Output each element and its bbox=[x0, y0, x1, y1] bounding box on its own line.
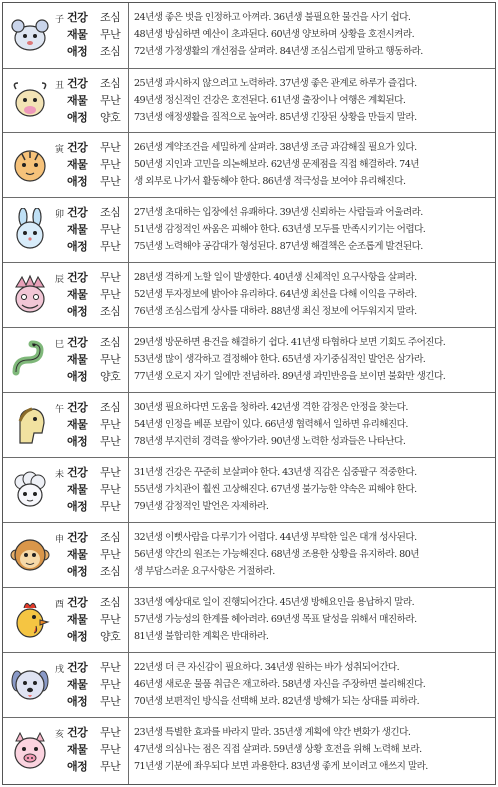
row-header bbox=[3, 718, 129, 784]
love-label: 애정 bbox=[67, 240, 88, 253]
row-header bbox=[3, 653, 129, 717]
zodiac-hanja: 酉 bbox=[55, 600, 65, 610]
fortune-line: 75년생 노력해야 공감대가 형성된다. 87년생 해결책은 순조롭게 발견된다. bbox=[134, 241, 423, 253]
fortune-line: 55년생 가치관이 훨씬 고상해진다. 67년생 불가능한 약속은 피해야 한다. bbox=[134, 484, 417, 496]
wealth-value: 무난 bbox=[100, 743, 121, 756]
health-value: 조심 bbox=[100, 206, 121, 219]
horoscope-row-dog bbox=[3, 653, 495, 718]
fortune-line: 27년생 초대하는 입장에선 유쾌하다. 39년생 신뢰하는 사람들과 어울려라. bbox=[134, 207, 423, 218]
horoscope-row-snake bbox=[3, 328, 495, 393]
love-value: 조심 bbox=[100, 45, 121, 58]
fortune-text bbox=[129, 198, 495, 262]
fortune-line: 73년생 애정생활을 질적으로 높여라. 85년생 긴장된 상황을 만들지 말라. bbox=[134, 112, 417, 124]
love-label: 애정 bbox=[67, 111, 88, 124]
horoscope-row-tiger bbox=[3, 133, 495, 198]
horoscope-row-rat bbox=[3, 3, 495, 69]
wealth-label: 재물 bbox=[67, 223, 88, 236]
zodiac-hanja: 卯 bbox=[55, 210, 65, 220]
health-value: 무난 bbox=[100, 466, 121, 479]
fortune-text bbox=[129, 718, 495, 784]
fortune-line: 56년생 약간의 원조는 가능해진다. 68년생 조용한 상황을 유지하라. 80년 bbox=[134, 549, 419, 561]
wealth-label: 재물 bbox=[67, 288, 88, 301]
fortune-line: 26년생 계약조건을 세밀하게 살펴라. 38년생 조금 과감해질 필요가 있다. bbox=[134, 142, 417, 153]
health-value: 무난 bbox=[100, 141, 121, 154]
horoscope-row-sheep bbox=[3, 458, 495, 523]
dragon-icon bbox=[8, 273, 52, 317]
zodiac-hanja: 子 bbox=[55, 15, 65, 25]
fortune-text bbox=[129, 523, 495, 587]
health-value: 무난 bbox=[100, 726, 121, 739]
horoscope-row-horse bbox=[3, 393, 495, 458]
fortune-line: 50년생 지인과 고민을 의논해보라. 62년생 문제점을 직접 해결하라. 74년 bbox=[134, 159, 419, 171]
wealth-value: 무난 bbox=[100, 158, 121, 171]
horoscope-row-ox bbox=[3, 69, 495, 133]
wealth-label: 재물 bbox=[67, 613, 88, 626]
row-header bbox=[3, 3, 129, 68]
fortune-line: 28년생 격하게 노할 일이 발생한다. 40년생 신체적인 요구사항을 살펴라. bbox=[134, 272, 417, 283]
horse-icon bbox=[8, 403, 52, 447]
row-header bbox=[3, 69, 129, 132]
zodiac-hanja: 丑 bbox=[55, 81, 65, 91]
zodiac-hanja: 未 bbox=[55, 470, 65, 480]
horoscope-row-monkey bbox=[3, 523, 495, 588]
love-label: 애정 bbox=[67, 500, 88, 513]
wealth-label: 재물 bbox=[67, 353, 88, 366]
health-label: 건강 bbox=[67, 466, 88, 479]
love-label: 애정 bbox=[67, 695, 88, 708]
love-value: 무난 bbox=[100, 175, 121, 188]
fortune-line: 77년생 오로지 자기 일에만 전념하라. 89년생 과민반응을 보이면 불화만 생긴다. bbox=[134, 371, 446, 383]
love-value: 무난 bbox=[100, 500, 121, 513]
tiger-icon bbox=[8, 143, 52, 187]
snake-icon bbox=[8, 338, 52, 382]
fortune-line: 70년생 보편적인 방식을 선택해 보라. 82년생 방해가 되는 상대를 피하라. bbox=[134, 696, 420, 708]
wealth-label: 재물 bbox=[67, 418, 88, 431]
health-label: 건강 bbox=[67, 401, 88, 414]
health-label: 건강 bbox=[67, 531, 88, 544]
fortune-line: 76년생 조심스럽게 상사를 대하라. 88년생 최신 정보에 어두워지지 말라. bbox=[134, 306, 417, 318]
wealth-label: 재물 bbox=[67, 483, 88, 496]
health-label: 건강 bbox=[67, 77, 88, 90]
row-header bbox=[3, 458, 129, 522]
health-value: 조심 bbox=[100, 531, 121, 544]
fortune-line: 51년생 감정적인 싸움은 피해야 한다. 63년생 모두를 만족시키기는 어렵다. bbox=[134, 224, 426, 236]
fortune-line: 33년생 예상대로 일이 진행되어간다. 45년생 방해요인을 용납하지 말라. bbox=[134, 597, 415, 608]
wealth-value: 무난 bbox=[100, 678, 121, 691]
sheep-icon bbox=[8, 468, 52, 512]
horoscope-row-pig bbox=[3, 718, 495, 784]
wealth-label: 재물 bbox=[67, 678, 88, 691]
horoscope-row-rooster bbox=[3, 588, 495, 653]
health-label: 건강 bbox=[67, 726, 88, 739]
rabbit-icon bbox=[8, 208, 52, 252]
fortune-text bbox=[129, 588, 495, 652]
love-value: 양호 bbox=[100, 111, 121, 124]
fortune-text bbox=[129, 653, 495, 717]
love-label: 애정 bbox=[67, 175, 88, 188]
wealth-label: 재물 bbox=[67, 158, 88, 171]
fortune-text bbox=[129, 133, 495, 197]
wealth-value: 무난 bbox=[100, 613, 121, 626]
fortune-line: 81년생 불합리한 계획은 반대하라. bbox=[134, 631, 269, 643]
horoscope-table bbox=[2, 2, 496, 785]
fortune-line: 71년생 기분에 좌우되다 보면 과용한다. 83년생 좋게 보이려고 애쓰지 말라. bbox=[134, 761, 428, 773]
health-label: 건강 bbox=[67, 11, 88, 24]
fortune-text bbox=[129, 458, 495, 522]
fortune-text bbox=[129, 328, 495, 392]
row-header bbox=[3, 523, 129, 587]
row-header bbox=[3, 198, 129, 262]
row-header bbox=[3, 393, 129, 457]
wealth-label: 재물 bbox=[67, 743, 88, 756]
love-value: 양호 bbox=[100, 630, 121, 643]
health-value: 조심 bbox=[100, 11, 121, 24]
horoscope-row-rabbit bbox=[3, 198, 495, 263]
health-label: 건강 bbox=[67, 661, 88, 674]
love-value: 무난 bbox=[100, 695, 121, 708]
fortune-line: 78년생 부지런히 경력을 쌓아가라. 90년생 노력한 성과들은 나타난다. bbox=[134, 436, 406, 448]
fortune-line: 24년생 좋은 벗을 인정하고 아껴라. 36년생 불필요한 물건을 사기 쉽다. bbox=[134, 12, 411, 23]
dog-icon bbox=[8, 663, 52, 707]
health-value: 조심 bbox=[100, 336, 121, 349]
fortune-text bbox=[129, 69, 495, 132]
wealth-value: 무난 bbox=[100, 483, 121, 496]
row-header bbox=[3, 263, 129, 327]
love-label: 애정 bbox=[67, 630, 88, 643]
health-value: 무난 bbox=[100, 271, 121, 284]
love-label: 애정 bbox=[67, 435, 88, 448]
fortune-text bbox=[129, 393, 495, 457]
health-value: 조심 bbox=[100, 596, 121, 609]
health-label: 건강 bbox=[67, 336, 88, 349]
wealth-value: 무난 bbox=[100, 28, 121, 41]
fortune-line: 30년생 필요하다면 도움을 청하라. 42년생 격한 감정은 안정을 찾는다. bbox=[134, 402, 408, 413]
love-label: 애정 bbox=[67, 760, 88, 773]
health-value: 조심 bbox=[100, 77, 121, 90]
wealth-value: 무난 bbox=[100, 548, 121, 561]
horoscope-row-dragon bbox=[3, 263, 495, 328]
love-label: 애정 bbox=[67, 45, 88, 58]
fortune-line: 52년생 투자정보에 밝아야 유리하다. 64년생 최선을 다해 이익을 구하라. bbox=[134, 289, 417, 301]
wealth-value: 무난 bbox=[100, 353, 121, 366]
fortune-line: 79년생 감정적인 발언은 자제하라. bbox=[134, 501, 269, 513]
fortune-line: 46년생 새로운 물품 취급은 재고하라. 58년생 자신을 주장하면 불리해진다. bbox=[134, 679, 426, 691]
fortune-line: 49년생 정신적인 건강은 호전된다. 61년생 출장이나 여행은 계획된다. bbox=[134, 95, 406, 107]
love-value: 조심 bbox=[100, 305, 121, 318]
fortune-line: 22년생 더 큰 자신감이 필요하다. 34년생 원하는 바가 성취되어간다. bbox=[134, 662, 400, 673]
health-value: 무난 bbox=[100, 661, 121, 674]
zodiac-hanja: 申 bbox=[55, 535, 65, 545]
fortune-line: 53년생 많이 생각하고 결정해야 한다. 65년생 자기중심적인 발언은 삼가라. bbox=[134, 354, 426, 366]
fortune-text bbox=[129, 3, 495, 68]
love-label: 애정 bbox=[67, 305, 88, 318]
love-label: 애정 bbox=[67, 565, 88, 578]
zodiac-hanja: 辰 bbox=[55, 275, 65, 285]
zodiac-hanja: 午 bbox=[55, 405, 65, 415]
health-label: 건강 bbox=[67, 141, 88, 154]
love-value: 무난 bbox=[100, 240, 121, 253]
love-value: 양호 bbox=[100, 370, 121, 383]
fortune-line: 32년생 이뻣사람을 다루기가 어렵다. 44년생 부탁한 일은 대개 성사된다. bbox=[134, 532, 417, 543]
fortune-line: 23년생 특별한 효과를 바라지 말라. 35년생 계획에 약간 변화가 생긴다. bbox=[134, 727, 411, 738]
wealth-value: 무난 bbox=[100, 94, 121, 107]
zodiac-hanja: 巳 bbox=[55, 340, 65, 350]
love-value: 무난 bbox=[100, 760, 121, 773]
rooster-icon bbox=[8, 598, 52, 642]
fortune-line: 생 외부로 나가서 활동해야 한다. 86년생 적극성을 보여야 유리해진다. bbox=[134, 176, 406, 188]
monkey-icon bbox=[8, 533, 52, 577]
row-header bbox=[3, 328, 129, 392]
fortune-line: 31년생 건강은 꾸준히 보살펴야 한다. 43년생 직감은 십중팔구 적중한다. bbox=[134, 467, 417, 478]
zodiac-hanja: 寅 bbox=[55, 145, 65, 155]
wealth-label: 재물 bbox=[67, 28, 88, 41]
fortune-line: 47년생 의심나는 점은 직접 살펴라. 59년생 상황 호전을 위해 노력해 보라. bbox=[134, 744, 422, 756]
fortune-line: 48년생 방심하면 예산이 초과된다. 60년생 양보하며 상황을 호전시켜라. bbox=[134, 29, 415, 41]
wealth-label: 재물 bbox=[67, 94, 88, 107]
wealth-label: 재물 bbox=[67, 548, 88, 561]
ox-icon bbox=[8, 79, 52, 123]
fortune-line: 29년생 방문하면 용건을 해결하기 쉽다. 41년생 타협하다 보면 기회도 주어진다. bbox=[134, 337, 446, 348]
pig-icon bbox=[8, 729, 52, 773]
fortune-line: 72년생 가정생활의 개선점을 살펴라. 84년생 조심스럽게 말하고 행동하라. bbox=[134, 46, 423, 58]
health-label: 건강 bbox=[67, 596, 88, 609]
health-label: 건강 bbox=[67, 271, 88, 284]
wealth-value: 무난 bbox=[100, 418, 121, 431]
fortune-line: 54년생 인정을 베푼 보람이 있다. 66년생 협력해서 일하면 유리해진다. bbox=[134, 419, 408, 431]
fortune-line: 25년생 과시하지 않으려고 노력하라. 37년생 좋은 관계로 하루가 즐겁다. bbox=[134, 78, 417, 89]
fortune-text bbox=[129, 263, 495, 327]
rat-icon bbox=[8, 14, 52, 58]
row-header bbox=[3, 588, 129, 652]
zodiac-hanja: 亥 bbox=[55, 730, 65, 740]
health-value: 조심 bbox=[100, 401, 121, 414]
health-label: 건강 bbox=[67, 206, 88, 219]
wealth-value: 무난 bbox=[100, 288, 121, 301]
wealth-value: 무난 bbox=[100, 223, 121, 236]
zodiac-hanja: 戌 bbox=[55, 665, 65, 675]
love-label: 애정 bbox=[67, 370, 88, 383]
fortune-line: 생 부담스러운 요구사항은 거절하라. bbox=[134, 566, 275, 578]
love-value: 조심 bbox=[100, 565, 121, 578]
love-value: 무난 bbox=[100, 435, 121, 448]
row-header bbox=[3, 133, 129, 197]
fortune-line: 57년생 가능성의 한계를 헤아려라. 69년생 목표 달성을 위해서 매진하라. bbox=[134, 614, 417, 626]
